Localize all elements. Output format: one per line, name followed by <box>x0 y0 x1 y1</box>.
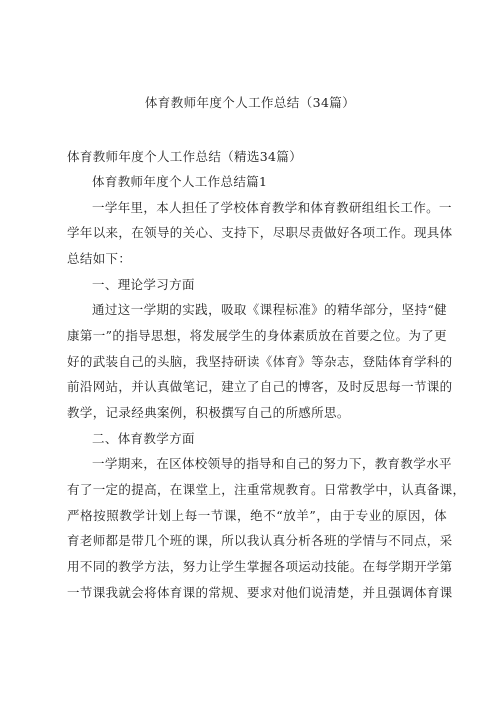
paragraph-line: 学年以来，在领导的关心、支持下，尽职尽责做好各项工作。现具体 <box>67 225 453 240</box>
paragraph-line: 通过这一学期的实践，吸取《课程标准》的精华部分，坚持“健 <box>92 302 447 317</box>
paragraph-line: 总结如下： <box>67 251 132 266</box>
section-heading: 一、理论学习方面 <box>92 277 195 292</box>
section-heading: 二、体育教学方面 <box>92 431 195 446</box>
paragraph-line: 康第一”的指导思想，将发展学生的身体素质放在首要之位。为了更 <box>67 328 447 343</box>
paragraph-line: 育老师都是带几个班的课，所以我认真分析各班的学情与不同点，采 <box>67 533 453 548</box>
paragraph-line: 有了一定的提高，在课堂上，注重常规教育。日常教学中，认真备课， <box>67 482 466 497</box>
paragraph-line: 用不同的教学方法，努力让学生掌握各项运动技能。在每学期开学第 <box>67 559 453 574</box>
paragraph-line: 前沿网站，并认真做笔记，建立了自己的博客，及时反思每一节课的 <box>67 379 453 394</box>
paragraph-line: 好的武装自己的头脑，我坚持研读《体育》等杂志，登陆体育学科的 <box>67 354 453 369</box>
paragraph-line: 一学年里，本人担任了学校体育教学和体育教研组组长工作。一 <box>92 200 452 215</box>
paragraph-line: 一学期来，在区体校领导的指导和自己的努力下，教育教学水平 <box>92 456 452 471</box>
paragraph-line: 严格按照教学计划上每一节课，绝不“放羊”，由于专业的原因，体 <box>67 508 447 523</box>
section-title: 体育教师年度个人工作总结篇1 <box>92 174 268 189</box>
document-subtitle: 体育教师年度个人工作总结（精选34篇） <box>67 149 303 164</box>
paragraph-line: 教学，记录经典案例，积极撰写自己的所感所思。 <box>67 405 350 420</box>
document-title: 体育教师年度个人工作总结（34篇） <box>144 95 356 110</box>
paragraph-line: 一节课我就会将体育课的常规、要求对他们说清楚，并且强调体育课 <box>67 585 453 600</box>
